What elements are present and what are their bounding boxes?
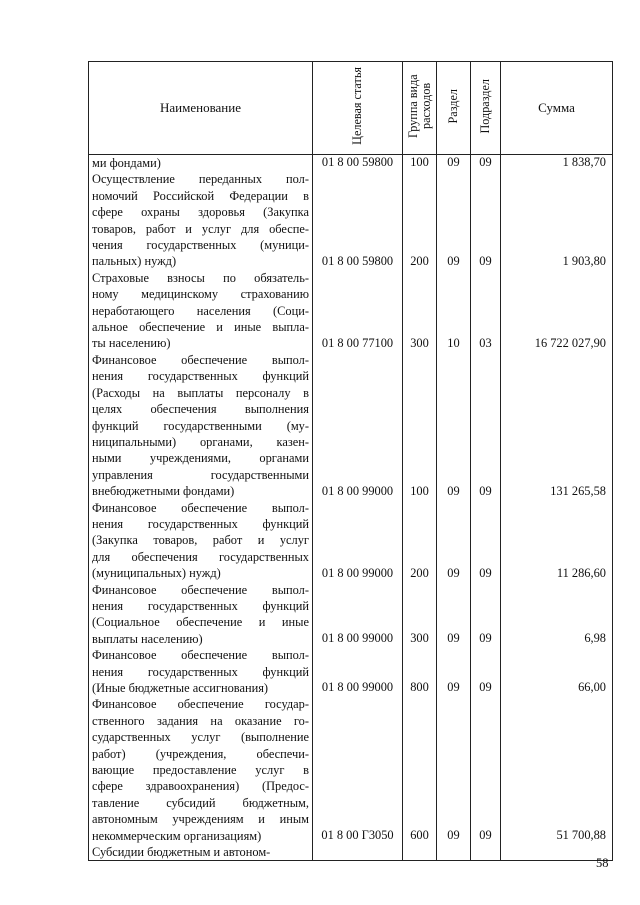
row-amount: 1 903,80	[501, 171, 613, 269]
row-amount: 11 286,60	[501, 500, 613, 582]
row-target-article: 01 8 00 99000	[313, 647, 403, 696]
row-name-line: (Иные бюджетные ассигнования)	[92, 681, 269, 695]
row-name	[89, 582, 313, 648]
table-row	[89, 582, 613, 648]
row-subsection: 09	[471, 500, 501, 582]
row-section: 09	[437, 171, 471, 269]
row-expense-group: 100	[403, 352, 437, 500]
row-name-line: ниципальными) органами, казен-	[92, 434, 309, 449]
row-target-article: 01 8 00 99000	[313, 352, 403, 500]
row-name-line: чения государственных (муници-	[92, 238, 309, 253]
table-row	[89, 270, 613, 352]
row-section: 10	[437, 270, 471, 352]
row-amount: 6,98	[501, 582, 613, 648]
row-name-line: альное обеспечение и иные выпла-	[92, 320, 309, 335]
page-number: 58	[596, 856, 609, 870]
row-amount: 16 722 027,90	[501, 270, 613, 352]
row-subsection: 09	[471, 155, 501, 172]
row-amount: 51 700,88	[501, 696, 613, 844]
row-name-line: нения государственных функций	[92, 598, 309, 613]
row-target-article: 01 8 00 Г3050	[313, 696, 403, 844]
table-row	[89, 844, 613, 861]
row-target-article: 01 8 00 77100	[313, 270, 403, 352]
row-name-line: (Расходы на выплаты персоналу в	[92, 385, 309, 400]
row-name-line: пальных) нужд)	[92, 254, 177, 269]
table-row	[89, 696, 613, 844]
row-name	[89, 500, 313, 582]
row-section: 09	[437, 582, 471, 648]
row-name	[89, 171, 313, 269]
row-subsection: 09	[471, 171, 501, 269]
row-name-line: Финансовое обеспечение государ-	[92, 697, 309, 712]
row-target-article: 01 8 00 99000	[313, 500, 403, 582]
row-name	[89, 647, 313, 696]
row-name-line: ными учреждениями, органами	[92, 451, 309, 466]
row-name	[89, 352, 313, 500]
row-subsection	[471, 844, 501, 861]
header-subsection-cell	[471, 62, 501, 155]
row-target-article: 01 8 00 99000	[313, 582, 403, 648]
row-expense-group: 300	[403, 582, 437, 648]
row-name-line: нения государственных функций	[92, 516, 309, 531]
row-name-line: Финансовое обеспечение выпол-	[92, 648, 309, 663]
row-section: 09	[437, 500, 471, 582]
row-expense-group: 100	[403, 155, 437, 172]
row-section	[437, 844, 471, 861]
budget-table	[88, 61, 613, 861]
row-target-article	[313, 844, 403, 861]
row-name-line: сударственных услуг (выполнение	[92, 730, 309, 745]
row-amount: 131 265,58	[501, 352, 613, 500]
row-name-line: некоммерческим организациям)	[92, 828, 262, 843]
row-target-article: 01 8 00 59800	[313, 155, 403, 172]
table-header-row	[89, 62, 613, 155]
row-section: 09	[437, 352, 471, 500]
header-expense-group-cell	[403, 62, 437, 155]
row-name-line: нения государственных функций	[92, 369, 309, 384]
row-name-line: ственного задания на оказание го-	[92, 713, 309, 728]
row-subsection: 09	[471, 647, 501, 696]
header-amount: Сумма	[501, 62, 613, 155]
row-name-line: Осуществление переданных пол-	[92, 172, 309, 187]
header-section-cell	[437, 62, 471, 155]
row-amount: 1 838,70	[501, 155, 613, 172]
row-name-line: Финансовое обеспечение выпол-	[92, 582, 309, 597]
header-subsection: Подраздел	[478, 78, 493, 134]
row-name-line: (Закупка товаров, работ и услуг	[92, 533, 309, 548]
table-body	[89, 155, 613, 861]
row-subsection: 09	[471, 582, 501, 648]
row-amount: 66,00	[501, 647, 613, 696]
row-section: 09	[437, 647, 471, 696]
table-row	[89, 352, 613, 500]
row-name-line: сфере здравоохранения) (Предос-	[92, 779, 309, 794]
header-expense-group: Группа вида расходов	[405, 74, 433, 138]
row-name-line: автономным учреждениям и иным	[92, 812, 309, 827]
row-name	[89, 270, 313, 352]
row-name-line: Страховые взносы по обязатель-	[92, 270, 309, 285]
row-expense-group: 600	[403, 696, 437, 844]
row-name-line: неработающего населения (Соци-	[92, 303, 309, 318]
row-name-line: внебюджетными фондами)	[92, 484, 235, 499]
row-name	[89, 844, 313, 861]
row-name-line: сфере охраны здоровья (Закупка	[92, 205, 309, 220]
header-name: Наименование	[89, 62, 313, 155]
row-name-line: целях обеспечения выполнения	[92, 402, 309, 417]
table-row	[89, 647, 613, 696]
row-name-line: Финансовое обеспечение выпол-	[92, 352, 309, 367]
row-name-line: товаров, работ и услуг для обеспе-	[92, 221, 309, 236]
row-name-line: для обеспечения государственных	[92, 549, 309, 564]
table-row	[89, 155, 613, 172]
row-expense-group	[403, 844, 437, 861]
row-name-line: вающие предоставление услуг в	[92, 763, 309, 778]
header-target-article-cell	[313, 62, 403, 155]
row-target-article: 01 8 00 59800	[313, 171, 403, 269]
row-expense-group: 200	[403, 500, 437, 582]
header-target-article: Целевая статья	[350, 67, 365, 145]
row-name-line: (муниципальных) нужд)	[92, 566, 221, 581]
row-expense-group: 200	[403, 171, 437, 269]
row-subsection: 03	[471, 270, 501, 352]
row-name-line: ми фондами)	[92, 156, 161, 170]
row-section: 09	[437, 696, 471, 844]
row-expense-group: 300	[403, 270, 437, 352]
row-name	[89, 696, 313, 844]
row-name-line: работ) (учреждения, обеспечи-	[92, 746, 309, 761]
row-expense-group: 800	[403, 647, 437, 696]
row-name-line: Субсидии бюджетным и автоном-	[92, 845, 271, 860]
row-name-line: выплаты населению)	[92, 631, 203, 646]
row-section: 09	[437, 155, 471, 172]
row-name-line: нения государственных функций	[92, 664, 309, 679]
row-name-line: (Социальное обеспечение и иные	[92, 615, 309, 630]
row-name-line: тавление субсидий бюджетным,	[92, 795, 309, 810]
row-name-line: функций государственными (му-	[92, 418, 309, 433]
row-name	[89, 155, 313, 172]
header-section: Раздел	[446, 88, 461, 124]
row-name-line: ты населению)	[92, 336, 171, 351]
row-name-line: номочий Российской Федерации в	[92, 188, 309, 203]
row-name-line: Финансовое обеспечение выпол-	[92, 500, 309, 515]
row-name-line: ному медицинскому страхованию	[92, 287, 309, 302]
table-row	[89, 171, 613, 269]
row-name-line: управления государственными	[92, 467, 309, 482]
row-subsection: 09	[471, 352, 501, 500]
row-subsection: 09	[471, 696, 501, 844]
table-row	[89, 500, 613, 582]
